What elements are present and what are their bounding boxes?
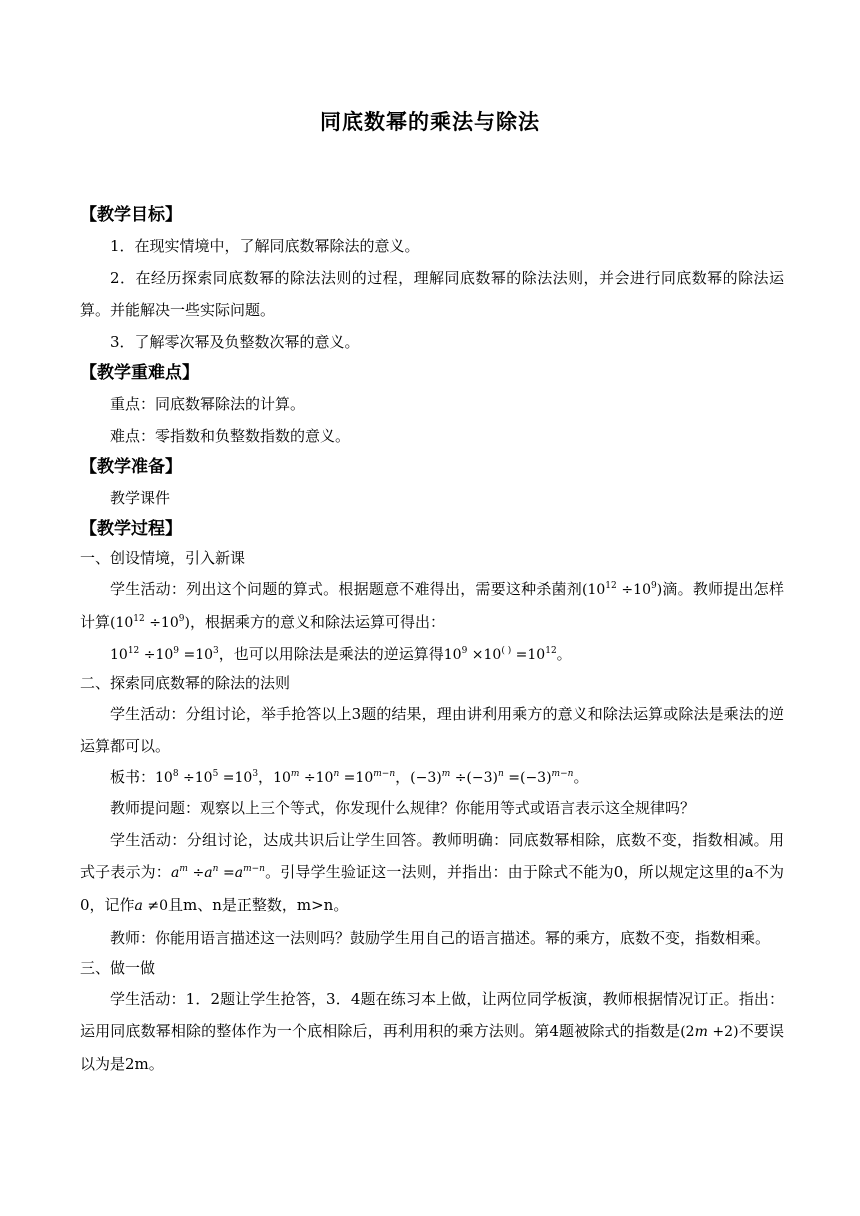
part2-paragraph-4: 学生活动：分组讨论，达成共识后让学生回答。教师明确：同底数幂相除，底数不变，指数相减。用式子表示为：$a^m \div a^n =a^{m-n}$。引导学生验证这一法则，并指出：由于除式不能为0，所以规定这里的a不为0，记作a ≠0且m、n是正整数，m>n。 bbox=[80, 831, 784, 914]
prep-text: 教学课件 bbox=[110, 489, 171, 507]
formula-exponent: (2m +2) bbox=[680, 1024, 739, 1040]
goal-item-1: 1．在现实情境中，了解同底数幂除法的意义。 bbox=[110, 237, 420, 255]
formula-inverse: $10^9 \times 10^{( )} =10^{12}$ bbox=[443, 646, 557, 663]
document-title: 同底数幂的乘法与除法 bbox=[320, 110, 540, 134]
part2-title: 二、探索同底数幂的除法的法则 bbox=[80, 674, 291, 692]
formula-quotient-2: $(10^{12} \div 10^9)$ bbox=[110, 614, 190, 631]
formula-quotient: $(10^{12} \div 10^9)$ bbox=[582, 581, 663, 598]
part2-board: 板书：$10^8 \div 10^5 =10^3$，$10^m \div 10^n =10^{m-n}$，$(-3)^m \div(-3)^n =(-3)^{m-n}$。 bbox=[110, 768, 589, 786]
formula-board-2: $10^m \div 10^n =10^{m-n}$ bbox=[273, 769, 396, 786]
heading-prep: 【教学准备】 bbox=[80, 457, 182, 477]
part1-paragraph-2: $10^{12} \div 10^9 =10^3$，也可以用除法是乘法的逆运算得$10^9 \times 10^{( )} =10^{12}$。 bbox=[110, 645, 572, 663]
part2-paragraph-1: 学生活动：分组讨论，举手抢答以上3题的结果，理由讲利用乘方的意义和除法运算或除法是乘法的逆运算都可以。 bbox=[80, 705, 784, 755]
part1-title: 一、创设情境，引入新课 bbox=[80, 549, 246, 567]
formula-result: $10^{12} \div 10^9 =10^3$ bbox=[110, 646, 219, 663]
part2-paragraph-5: 教师：你能用语言描述这一法则吗？鼓励学生用自己的语言描述。幂的乘方，底数不变，指数相乘。 bbox=[110, 929, 771, 947]
formula-board-3: $(-3)^m \div(-3)^n =(-3)^{m-n}$ bbox=[410, 769, 574, 786]
goal-item-2: 2．在经历探索同底数幂的除法法则的过程，理解同底数幂的除法法则，并会进行同底数幂的除法运算。并能解决一些实际问题。 bbox=[80, 269, 784, 319]
part3-paragraph-1: 学生活动：1．2题让学生抢答，3．4题在练习本上做，让两位同学板演，教师根据情况订正。指出：运用同底数幂相除的整体作为一个底相除后，再利用积的乘方法则。第4题被除式的指数是(2m +2)不要误以为是2m。 bbox=[80, 990, 784, 1073]
key-difficulty: 难点：零指数和负整数指数的意义。 bbox=[110, 427, 351, 445]
goal-item-3: 3．了解零次幂及负整数次幂的意义。 bbox=[110, 333, 360, 351]
key-focus: 重点：同底数幂除法的计算。 bbox=[110, 395, 306, 413]
part3-title: 三、做一做 bbox=[80, 959, 156, 977]
heading-key-points: 【教学重难点】 bbox=[80, 363, 199, 383]
heading-process: 【教学过程】 bbox=[80, 519, 182, 539]
document-body bbox=[80, 200, 784, 1080]
part2-paragraph-3: 教师提问题：观察以上三个等式，你发现什么规律？你能用等式或语言表示这全规律吗？ bbox=[110, 799, 696, 817]
formula-nonzero: a ≠0 bbox=[134, 898, 168, 914]
formula-rule: $a^m \div a^n =a^{m-n}$ bbox=[170, 864, 265, 881]
part1-paragraph-1: 学生活动：列出这个问题的算式。根据题意不难得出，需要这种杀菌剂$(10^{12} \div 10^9)$滴。教师提出怎样计算$(10^{12} \div 10^9)$，根据乘方的意义和除法运算可得出： bbox=[80, 580, 784, 631]
heading-goals: 【教学目标】 bbox=[80, 205, 182, 225]
formula-board-1: $10^8 \div 10^5 =10^3$ bbox=[155, 769, 259, 786]
